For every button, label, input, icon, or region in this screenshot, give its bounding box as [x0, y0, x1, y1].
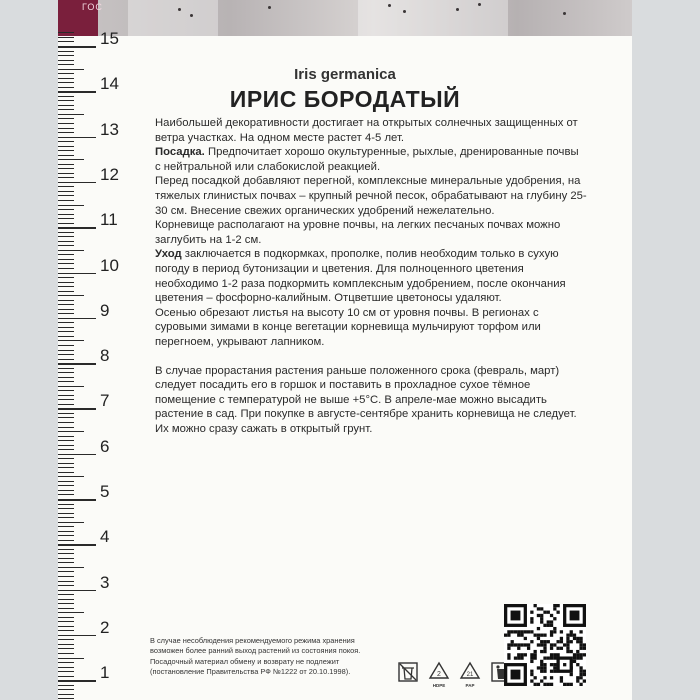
product-title: ИРИС БОРОДАТЫЙ	[229, 86, 461, 112]
ruler-tick	[58, 662, 74, 663]
ruler-tick	[58, 241, 74, 242]
ruler-tick	[58, 476, 84, 477]
ruler-tick	[58, 55, 74, 56]
ruler-tick	[58, 571, 74, 572]
ruler-tick	[58, 64, 74, 65]
ruler-tick	[58, 458, 74, 459]
ruler-label: 13	[100, 119, 119, 139]
ruler-tick	[58, 340, 84, 341]
ruler-tick	[58, 223, 74, 224]
ruler-tick	[58, 494, 74, 495]
ruler-tick	[58, 481, 74, 482]
ruler-tick	[58, 436, 74, 437]
ruler-tick	[58, 499, 96, 501]
planting-prep-paragraph: Перед посадкой добавляют перегной, комплексные минеральные удобрения, на тяжелых глинистых почвах – крупный речной песок, обрабатывают на глубину 25-30 см. Внесение свежих органических удобрений нежелательно.	[155, 175, 587, 217]
ruler-tick	[58, 576, 74, 577]
pap-recycle-icon	[458, 660, 482, 686]
ruler-tick	[58, 146, 74, 147]
description	[155, 116, 587, 436]
ruler-tick	[58, 164, 74, 165]
ruler-tick	[58, 69, 84, 70]
ruler-tick	[58, 694, 74, 695]
ruler-tick	[58, 689, 74, 690]
ruler-tick	[58, 132, 74, 133]
notice-line-1: В случае несоблюдения рекомендуемого режима хранения	[150, 636, 355, 645]
notice-line-3: Посадочный материал обмену и возврату не подлежит	[150, 656, 340, 666]
ruler-tick	[58, 46, 96, 48]
ruler-tick	[58, 318, 96, 320]
svg-text:2: 2	[437, 671, 441, 678]
ruler-tick	[58, 485, 74, 486]
ruler-tick	[58, 685, 74, 686]
ruler-tick	[58, 417, 74, 418]
ruler-tick	[58, 531, 74, 532]
intro-paragraph: Наибольшей декоративности достигает на открытых солнечных защищенных от ветра участках. На одном месте растет 4-5 лет.	[155, 117, 578, 144]
ruler-tick	[58, 232, 74, 233]
ruler-tick	[58, 603, 74, 604]
ruler-tick	[58, 449, 74, 450]
ruler-label: 3	[100, 572, 110, 592]
ruler-tick	[58, 205, 84, 206]
svg-text:21: 21	[466, 672, 474, 678]
product-photo-strip	[58, 0, 632, 36]
ruler-label: 12	[100, 164, 119, 184]
ruler-tick	[58, 114, 84, 115]
ruler-tick	[58, 408, 96, 410]
ruler-tick	[58, 363, 96, 365]
hdpe-recycle-icon	[427, 660, 451, 686]
ruler-tick	[58, 128, 74, 129]
ruler-label: 11	[100, 210, 118, 230]
ruler-tick	[58, 540, 74, 541]
brand-fragment: ГОС	[82, 2, 103, 12]
ruler-tick	[58, 236, 74, 237]
ruler-tick	[58, 630, 74, 631]
ruler-tick	[58, 254, 74, 255]
ruler-tick	[58, 377, 74, 378]
ruler-tick	[58, 214, 74, 215]
ruler-tick	[58, 309, 74, 310]
ruler	[58, 30, 128, 700]
ruler-tick	[58, 141, 74, 142]
ruler-tick	[58, 526, 74, 527]
ruler-tick	[58, 41, 74, 42]
storage-notice	[150, 636, 410, 678]
ruler-tick	[58, 639, 74, 640]
ruler-tick	[58, 350, 74, 351]
ruler-tick	[58, 322, 74, 323]
ruler-tick	[58, 137, 96, 139]
ruler-tick	[58, 445, 74, 446]
ruler-tick	[58, 490, 74, 491]
ruler-tick	[58, 399, 74, 400]
ruler-tick	[58, 644, 74, 645]
ruler-tick	[58, 51, 74, 52]
ruler-tick	[58, 182, 96, 184]
ruler-tick	[58, 467, 74, 468]
ruler-label: 15	[100, 29, 119, 48]
ruler-tick	[58, 245, 74, 246]
ruler-tick	[58, 585, 74, 586]
ruler-tick	[58, 372, 74, 373]
ruler-tick	[58, 32, 74, 33]
ruler-tick	[58, 191, 74, 192]
ruler-tick	[58, 549, 74, 550]
ruler-tick	[58, 386, 84, 387]
ruler-tick	[58, 508, 74, 509]
ruler-label: 4	[100, 527, 110, 547]
ruler-tick	[58, 78, 74, 79]
ruler-tick	[58, 698, 74, 699]
ruler-tick	[58, 504, 74, 505]
ruler-tick	[58, 658, 84, 659]
ruler-tick	[58, 359, 74, 360]
ruler-label: 1	[100, 663, 110, 683]
care-text: заключается в подкормках, прополке, полив необходим только в сухую погоду в период бутонизации и цветения. Для полноценного цветения необходимо 1-2 раза подкормить комплексным удобрением, после окончания цветения – фосфорно-калийным. Отцветшие цветоносы удаляют.	[155, 248, 566, 305]
ruler-label: 2	[100, 617, 110, 637]
ruler-tick	[58, 472, 74, 473]
ruler-tick	[58, 413, 74, 414]
planting-text: Предпочитает хорошо окультуренные, рыхлые, дренированные почвы с нейтральной или слабокислой реакцией.	[155, 146, 579, 173]
ruler-tick	[58, 590, 96, 592]
ruler-tick	[58, 73, 74, 74]
ruler-tick	[58, 463, 74, 464]
ruler-tick	[58, 667, 74, 668]
ruler-tick	[58, 522, 84, 523]
autumn-paragraph: Осенью обрезают листья на высоту 10 см от уровня почвы. В регионах с суровыми зимами в конце вегетации корневища мульчируют торфом или перегноем, укрывают лапником.	[155, 306, 541, 348]
ruler-tick	[58, 671, 74, 672]
ruler-tick	[58, 336, 74, 337]
ruler-tick	[58, 118, 74, 119]
ruler-tick	[58, 123, 74, 124]
ruler-tick	[58, 227, 96, 229]
ruler-tick	[58, 635, 96, 637]
ruler-label: 5	[100, 482, 110, 501]
ruler-tick	[58, 431, 84, 432]
ruler-tick	[58, 150, 74, 151]
ruler-tick	[58, 291, 74, 292]
ruler-tick	[58, 168, 74, 169]
ruler-tick	[58, 250, 84, 251]
ruler-tick	[58, 109, 74, 110]
care-paragraph	[155, 247, 587, 305]
recycle-icon	[396, 660, 420, 686]
ruler-tick	[58, 612, 84, 613]
ruler-label: 10	[100, 255, 119, 275]
ruler-tick	[58, 608, 74, 609]
ruler-tick	[58, 155, 74, 156]
ruler-tick	[58, 381, 74, 382]
notice-line-2: возможен более ранний выход растений из состояния покоя.	[150, 646, 361, 656]
planting-paragraph	[155, 145, 587, 174]
ruler-tick	[58, 100, 74, 101]
ruler-tick	[58, 513, 74, 514]
ruler-tick	[58, 200, 74, 201]
ruler-tick	[58, 621, 74, 622]
ruler-tick	[58, 562, 74, 563]
rhizome-paragraph: Корневище располагают на уровне почвы, на легких песчаных почвах можно заглубить на 1-2 см.	[155, 219, 561, 246]
ruler-tick	[58, 60, 74, 61]
ruler-tick	[58, 517, 74, 518]
ruler-tick	[58, 105, 74, 106]
ruler-tick	[58, 440, 74, 441]
seed-packet-back	[58, 0, 632, 700]
notice-line-4: (постановление Правительства РФ №1222 от 20.10.1998).	[150, 667, 351, 677]
ruler-tick	[58, 404, 74, 405]
ruler-tick	[58, 218, 74, 219]
ruler-tick	[58, 395, 74, 396]
ruler-tick	[58, 159, 84, 160]
ruler-label: 7	[100, 391, 110, 411]
ruler-tick	[58, 268, 74, 269]
ruler-tick	[58, 82, 74, 83]
ruler-tick	[58, 558, 74, 559]
ruler-tick	[58, 87, 74, 88]
ruler-tick	[58, 173, 74, 174]
hdpe-label: HDPE	[432, 683, 446, 688]
ruler-tick	[58, 594, 74, 595]
ruler-tick	[58, 653, 74, 654]
early-growth-paragraph: В случае прорастания растения раньше положенного срока (февраль, март) следует посадить его в горшок и поставить в прохладное сухое тёмное помещение с температурой не выше +5°С. В апреле-мае можно высадить растение в сад. При покупке в августе-сентябре хранить корневища не следует. Их можно сразу сажать в открытый грунт.	[155, 364, 577, 435]
ruler-tick	[58, 209, 74, 210]
ruler-tick	[58, 345, 74, 346]
ruler-tick	[58, 648, 74, 649]
ruler-tick	[58, 277, 74, 278]
ruler-tick	[58, 535, 74, 536]
latin-name: Iris germanica	[294, 66, 396, 83]
ruler-label: 8	[100, 346, 110, 366]
planting-heading: Посадка.	[155, 146, 205, 159]
ruler-tick	[58, 273, 96, 275]
ruler-tick	[58, 259, 74, 260]
ruler-tick	[58, 354, 74, 355]
ruler-tick	[58, 617, 74, 618]
ruler-tick	[58, 186, 74, 187]
ruler-tick	[58, 195, 74, 196]
ruler-tick	[58, 286, 74, 287]
ruler-tick	[58, 368, 74, 369]
ruler-tick	[58, 304, 74, 305]
ruler-tick	[58, 454, 96, 456]
ruler-tick	[58, 676, 74, 677]
ruler-tick	[58, 263, 74, 264]
ruler-tick	[58, 300, 74, 301]
ruler-tick	[58, 282, 74, 283]
ruler-tick	[58, 422, 74, 423]
ruler-label: 6	[100, 436, 110, 456]
ruler-tick	[58, 680, 96, 682]
ruler-tick	[58, 626, 74, 627]
ruler-tick	[58, 331, 74, 332]
ruler-tick	[58, 390, 74, 391]
ruler-tick	[58, 581, 74, 582]
ruler-tick	[58, 177, 74, 178]
ruler-tick	[58, 427, 74, 428]
ruler-tick	[58, 544, 96, 546]
ruler-tick	[58, 327, 74, 328]
ruler-label: 9	[100, 300, 110, 320]
qr-code[interactable]	[504, 604, 586, 686]
pap-label: PAP	[465, 683, 475, 688]
ruler-tick	[58, 96, 74, 97]
packaging-marks	[396, 660, 513, 690]
ruler-tick	[58, 599, 74, 600]
ruler-tick	[58, 313, 74, 314]
ruler-tick	[58, 91, 96, 93]
ruler-label: 14	[100, 74, 119, 94]
ruler-tick	[58, 37, 74, 38]
care-heading: Уход	[155, 248, 182, 261]
ruler-tick	[58, 295, 84, 296]
ruler-tick	[58, 567, 84, 568]
ruler-tick	[58, 553, 74, 554]
